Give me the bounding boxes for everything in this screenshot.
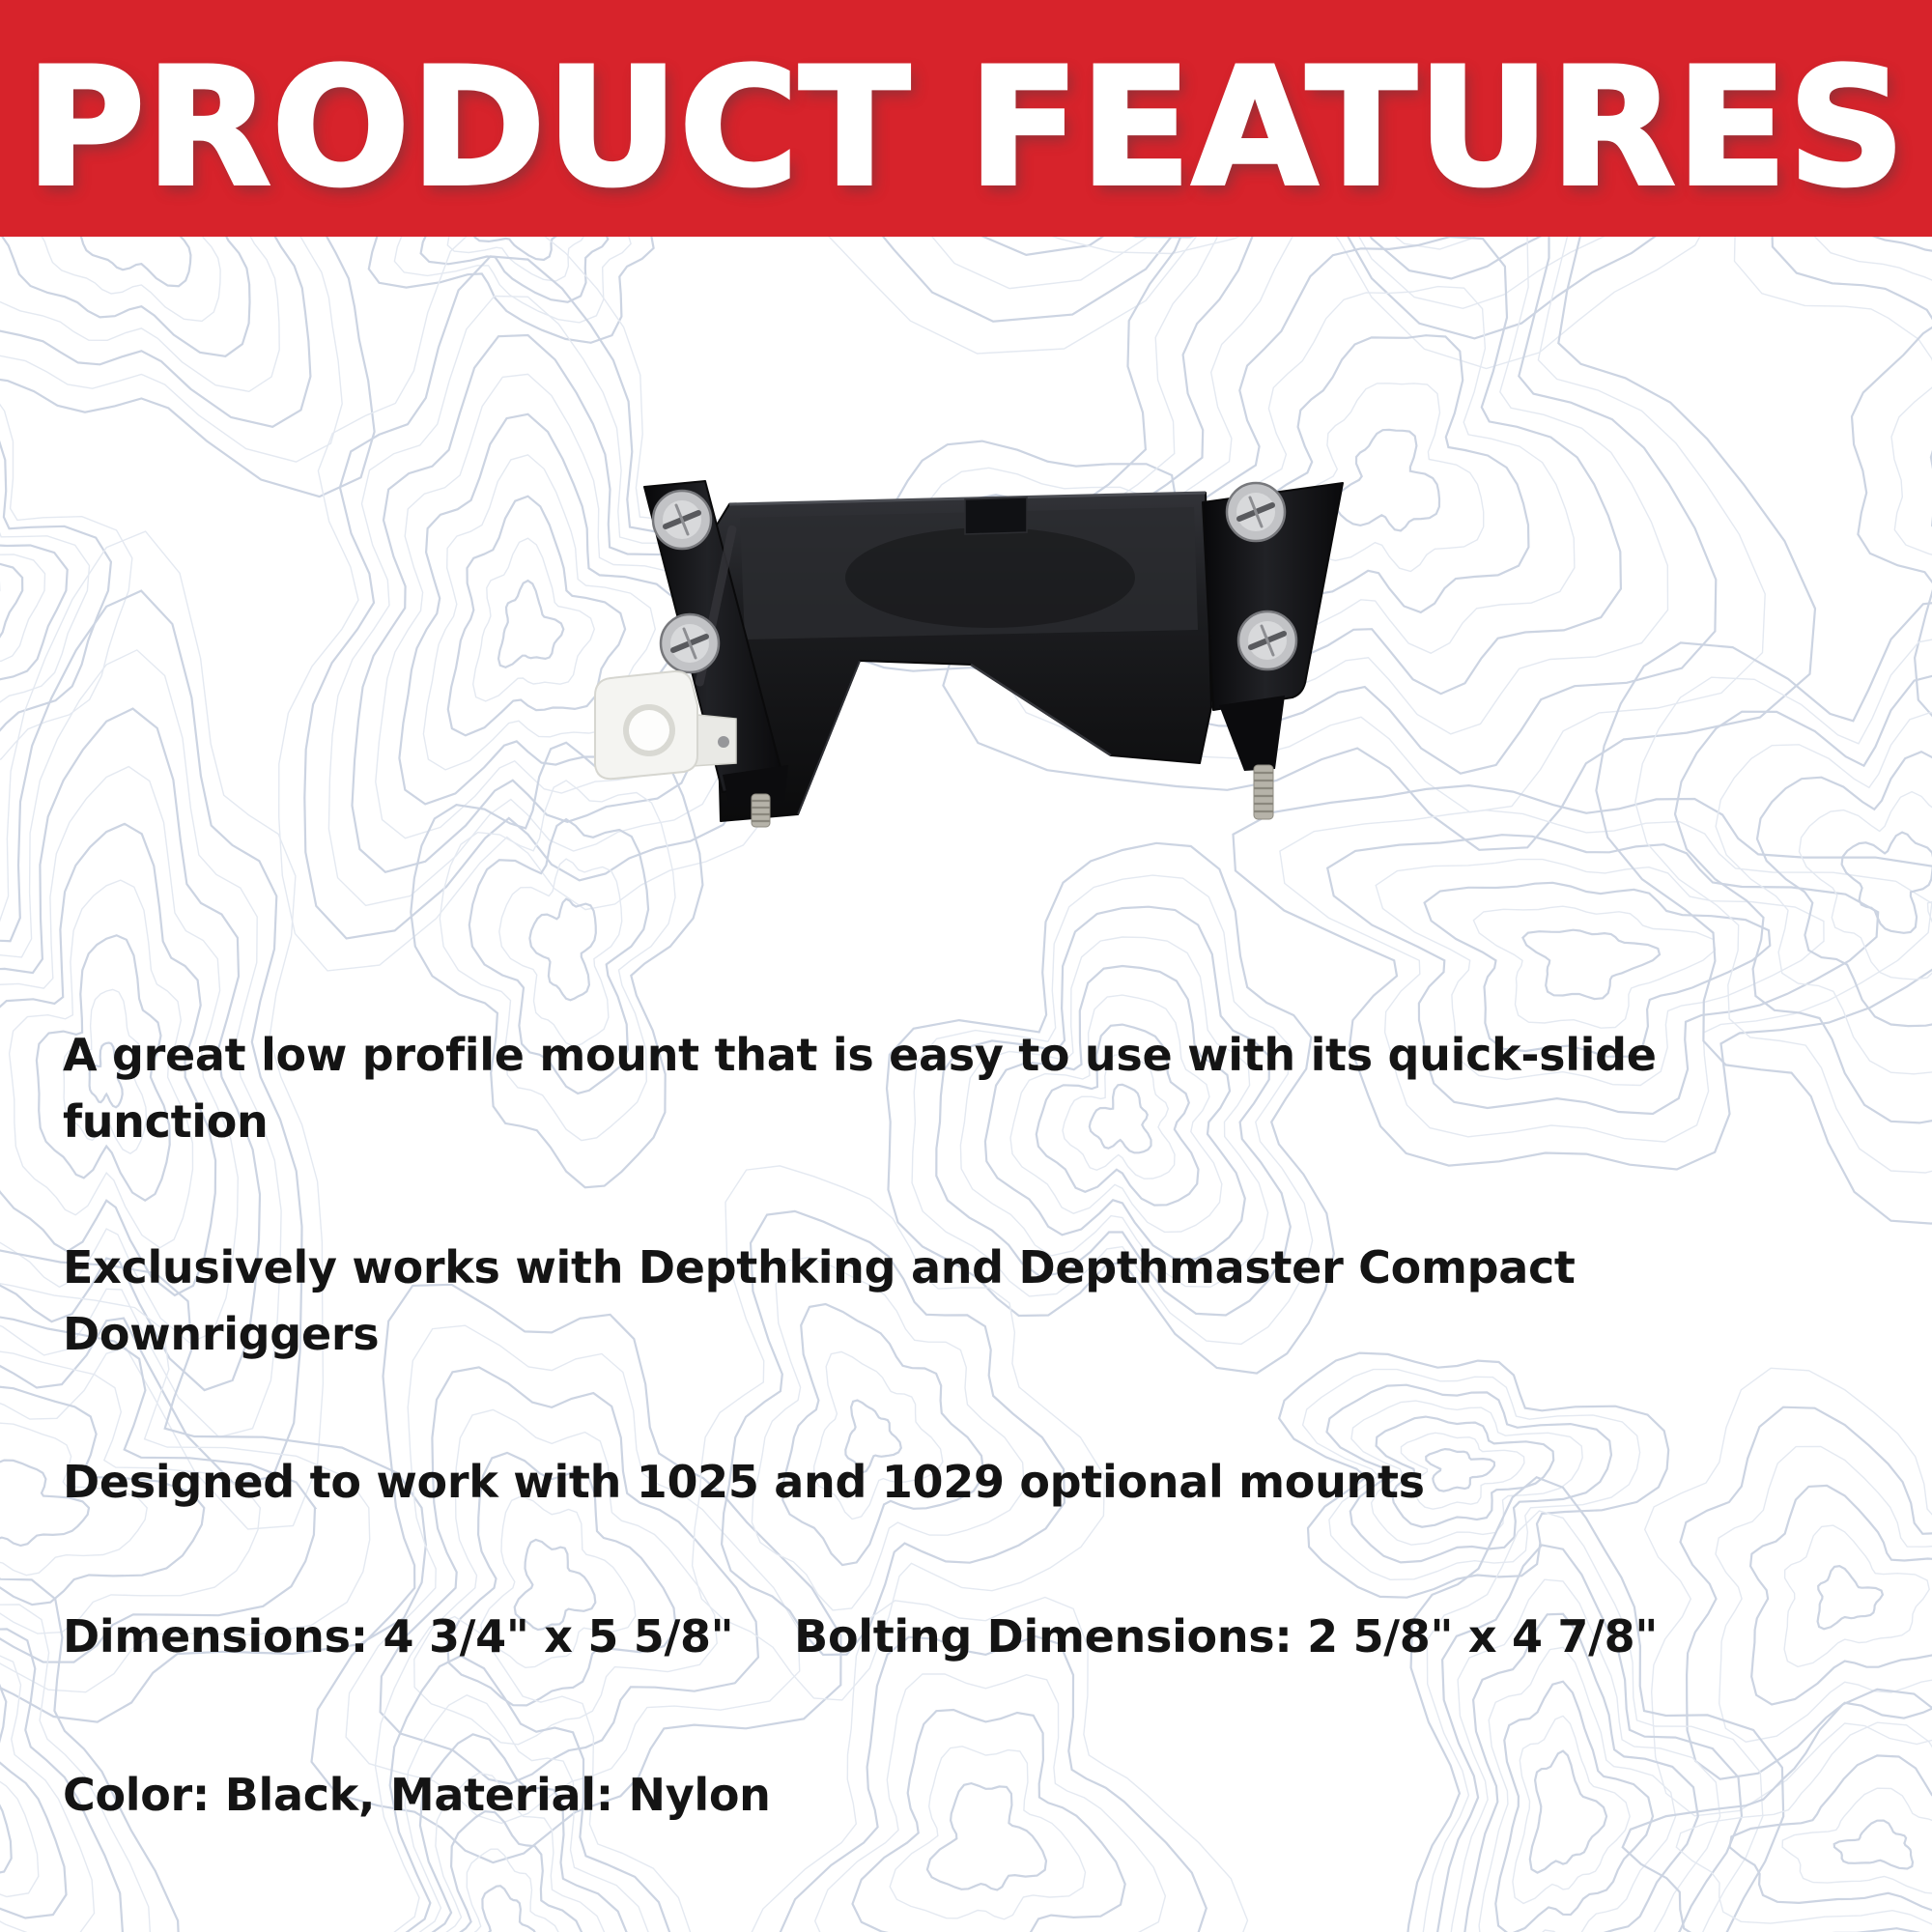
plate-shadow [845, 527, 1135, 628]
page-title: PRODUCT FEATURES [25, 32, 1907, 222]
clamp-pin-screw [718, 736, 729, 748]
product-photo [531, 415, 1401, 840]
feature-dimensions: Dimensions: 4 3/4" x 5 5/8" Bolting Dimensions: 2 5/8" x 4 7/8" [63, 1610, 1658, 1662]
feature-color-material: Color: Black, Material: Nylon [63, 1769, 771, 1821]
center-notch [965, 497, 1027, 534]
right-rail-foot [1219, 696, 1285, 771]
clamp-hole [629, 710, 669, 751]
screw-top-left [653, 491, 711, 549]
screw-mid-left [661, 614, 719, 672]
right-mounting-stud [1254, 765, 1273, 819]
left-mounting-stud [752, 794, 770, 827]
feature-optional-mounts: Designed to work with 1025 and 1029 optional mounts [63, 1456, 1425, 1508]
feature-compatibility: Exclusively works with Depthking and Depthmaster Compact Downriggers [63, 1241, 1576, 1360]
screw-top-right [1227, 483, 1285, 541]
feature-quick-slide: A great low profile mount that is easy to use with its quick-slide function [63, 1029, 1657, 1148]
header-banner [0, 0, 1932, 237]
screw-mid-right [1238, 611, 1296, 669]
